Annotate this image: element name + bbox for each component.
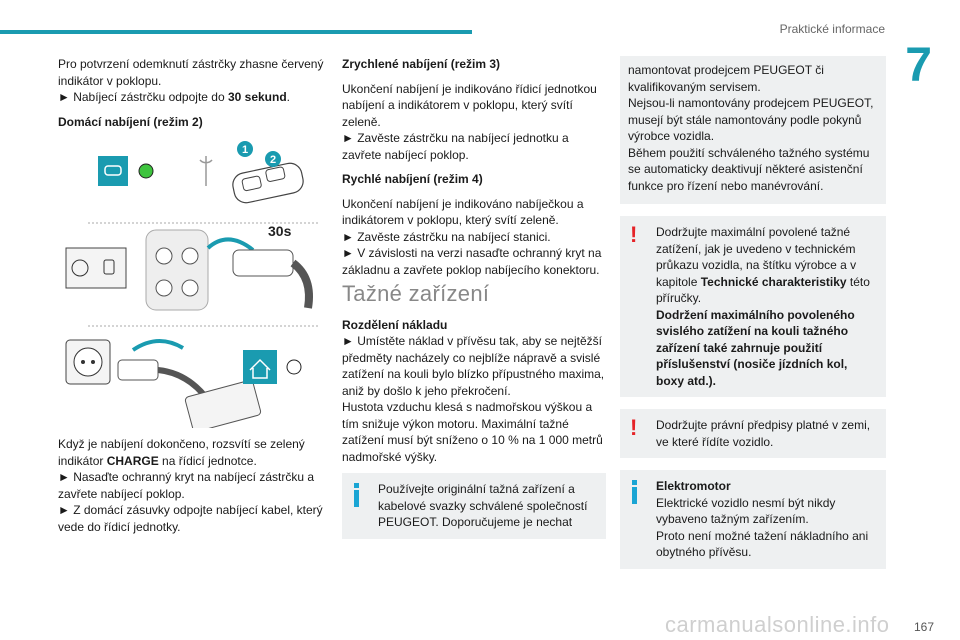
column-1 <box>58 56 328 543</box>
column-2 <box>342 56 606 551</box>
text: ► Nasaďte ochranný kryt na nabíjecí zástrčku a zavřete nabíjecí poklop. <box>58 470 315 501</box>
home-plug-icon <box>118 360 158 380</box>
charge-port-icon <box>146 230 208 310</box>
warning-box-law <box>620 409 886 458</box>
heading-home-charging: Domácí nabíjení (režim 2) <box>58 114 203 129</box>
text: Během použití schváleného tažného systému se automaticky deaktivují některé asistenční funkce pro řízení nebo manévrování. <box>628 145 870 193</box>
badge-1-label: 1 <box>241 144 249 156</box>
heading-rapid-charging: Rychlé nabíjení (režim 4) <box>342 172 483 186</box>
text: . <box>286 90 291 104</box>
text: ► Z domácí zásuvky odpojte nabíjecí kabel, který vede do řídicí jednotky. <box>58 503 323 534</box>
heading-load-distribution: Rozdělení nákladu <box>342 317 448 332</box>
bold-text: Dodržení maximálního povoleného svislého zatížení na kouli tažného zařízení také zahrnuje použití příslušenství (nosiče jízdních kol, boxy atd.). <box>656 307 855 388</box>
info-box-electric <box>620 470 886 569</box>
info-text: Používejte originální tažná zařízení a kabelové svazky schválené společností PEUGEOT. Doporučujeme je nechat <box>378 482 588 529</box>
text: namontovat prodejcem PEUGEOT či kvalifikovaným servisem. <box>628 63 824 94</box>
text: Hustota vzduchu klesá s nadmořskou výškou a tím snižuje výkon motoru. Maximální tažné zatížení musí být sníženo o 10 % na 1 000 metrů nadmořské výšky. <box>342 400 603 464</box>
text: ► Umístěte náklad v přívěsu tak, aby se nejtěžší předměty nacházely co nejblíže nápravě a svislé zatížení na kouli bylo blízko přípustného maxima, aniž by došlo k jeho překročení. <box>342 334 605 398</box>
warning-icon: ! <box>630 415 638 440</box>
text: Ukončení nabíjení je indikováno řídicí jednotkou nabíjení a indikátorem v poklopu, který svítí zeleně. <box>342 81 597 129</box>
paragraph <box>58 56 328 106</box>
green-led-icon <box>139 164 153 178</box>
info-icon <box>354 483 359 507</box>
text: Dodržujte maximální povolené tažné zatížení, jak je uvedeno v technickém průkazu vozidla, na štítku výrobce a v kapitole <box>656 225 857 289</box>
bold-text: Technické charakteristiky <box>700 274 847 289</box>
info-box-continued <box>620 56 886 204</box>
text: Proto není možné tažení nákladního ani obytného přívěsu. <box>656 528 869 559</box>
page-number: 167 <box>913 620 934 634</box>
timer-label: 30s <box>268 223 292 239</box>
column-3 <box>620 56 886 581</box>
arrow-icon <box>133 341 183 350</box>
text: Pro potvrzení odemknutí zástrčky zhasne červený indikátor v poklopu. <box>58 57 324 88</box>
info-icon <box>632 480 637 504</box>
text: na řídicí jednotce. <box>158 453 257 468</box>
charging-illustration <box>58 138 328 428</box>
charging-steps-diagram <box>58 138 328 428</box>
chapter-number: 7 <box>905 39 932 92</box>
paragraph <box>342 196 606 279</box>
badge-2-label: 2 <box>269 154 277 166</box>
text: Nejsou-li namontovány prodejcem PEUGEOT, musejí být stále namontovány podle pokynů výrobce vozidla. <box>628 96 874 143</box>
paragraph <box>58 436 328 535</box>
text: ► Zavěste zástrčku na nabíjecí stanici. <box>342 229 551 244</box>
bold-text: 30 sekund <box>227 90 287 104</box>
off-led-icon <box>287 360 301 374</box>
text: Elektrické vozidlo nesmí být nikdy vybaveno tažným zařízením. <box>656 495 836 526</box>
warning-icon: ! <box>630 222 638 247</box>
home-icon <box>243 350 277 384</box>
paragraph <box>342 81 606 164</box>
car-lock-icon <box>98 156 128 186</box>
text: ► Zavěste zástrčku na nabíjecí jednotku a zavřete nabíjecí poklop. <box>342 131 569 162</box>
paragraph <box>342 333 606 465</box>
section-title: Praktické informace <box>779 22 885 36</box>
info-box <box>342 473 606 539</box>
key-fob-icon <box>231 161 306 205</box>
header-accent-bar <box>0 30 472 34</box>
text: Ukončení nabíjení je indikováno nabíječkou a indikátorem v poklopu, který svítí zeleně. <box>342 196 584 227</box>
bold-text: CHARGE <box>106 453 159 468</box>
arrow-icon <box>208 239 253 250</box>
heading-fast-charging: Zrychlené nabíjení (režim 3) <box>342 57 501 71</box>
plug-icon <box>233 250 293 276</box>
info-title: Elektromotor <box>656 479 731 493</box>
warning-box-load <box>620 216 886 397</box>
key-signal-icon <box>200 156 212 186</box>
text: ► Nabíjecí zástrčku odpojte do <box>58 90 228 104</box>
text: ► V závislosti na verzi nasaďte ochranný kryt na základnu a zavřete poklop nabíjecího konektoru. <box>342 246 602 277</box>
heading-towing: Tažné zařízení <box>342 281 490 306</box>
watermark: carmanualsonline.info <box>665 612 890 637</box>
text: Když je nabíjení dokončeno, rozsvítí se zelený indikátor <box>58 437 305 468</box>
text: této příručky. <box>656 274 870 305</box>
text: Dodržujte právní předpisy platné v zemi, ve které řídíte vozidlo. <box>656 418 871 449</box>
charging-unit-icon <box>66 248 126 288</box>
